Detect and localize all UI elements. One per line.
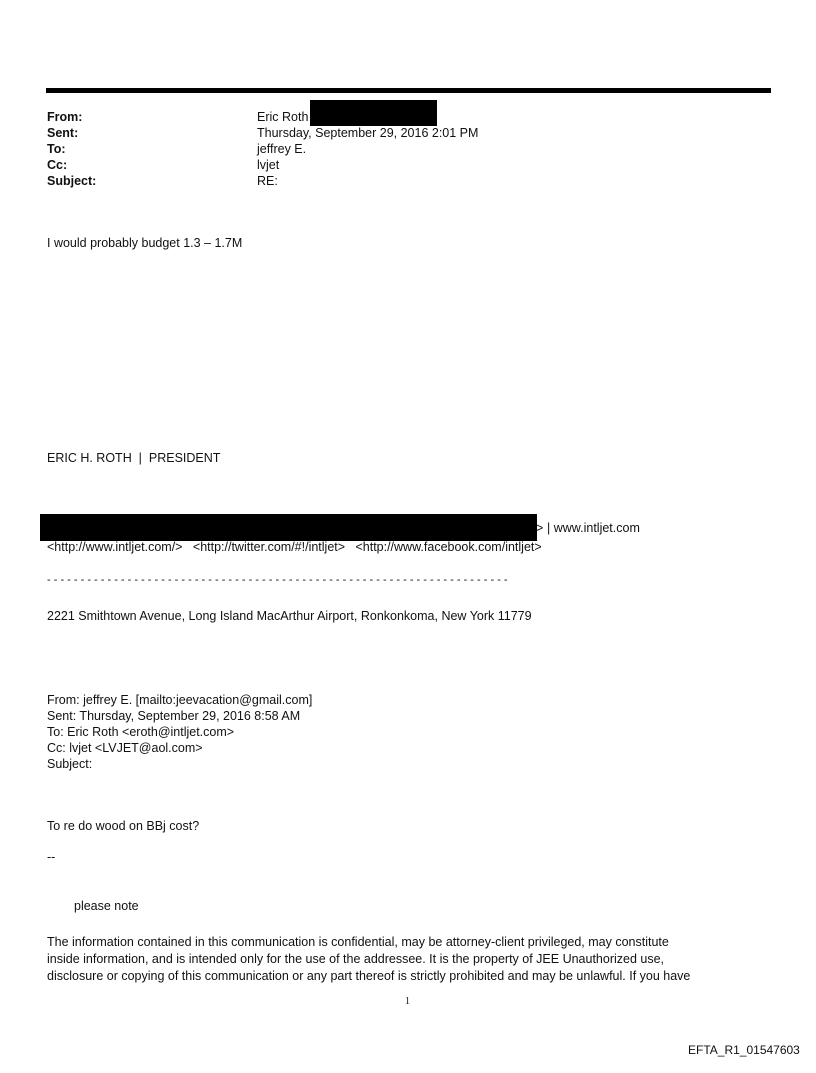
disclaimer-line: The information contained in this communication is confidential, may be attorney-client privileged, may constitute — [47, 935, 669, 949]
bates-number: EFTA_R1_01547603 — [688, 1043, 800, 1057]
address: 2221 Smithtown Avenue, Long Island MacArthur Airport, Ronkonkoma, New York 11779 — [47, 609, 532, 623]
cc-label: Cc: — [47, 158, 68, 172]
quoted-sent: Sent: Thursday, September 29, 2016 8:58 AM — [47, 709, 301, 723]
sent-label: Sent: — [47, 126, 79, 140]
divider-line: - - - - - - - - - - - - - - - - - - - - - - - - - - - - - - - - - - - - - - - - - - - - - - - - - - - - - - - - - - - - - - - - - - - - - — [47, 574, 508, 586]
subject-value: RE: — [257, 174, 278, 188]
header-rule — [46, 88, 771, 93]
redaction-box — [310, 100, 437, 126]
quoted-message: To re do wood on BBj cost? — [47, 819, 200, 833]
social-links[interactable]: <http://www.intljet.com/> <http://twitter.com/#!/intljet> <http://www.facebook.com/intljet> — [47, 540, 542, 554]
to-value: jeffrey E. — [257, 142, 307, 156]
cc-value: lvjet — [257, 158, 280, 172]
reply-text: I would probably budget 1.3 – 1.7M — [47, 236, 243, 250]
sent-value: Thursday, September 29, 2016 2:01 PM — [257, 126, 479, 140]
website-link[interactable]: | www.intljet.com — [547, 521, 640, 535]
quoted-subject: Subject: — [47, 757, 93, 771]
signature-name-title: ERIC H. ROTH | PRESIDENT — [47, 451, 221, 465]
disclaimer-line: disclosure or copying of this communication or any part thereof is strictly prohibited and may be unlawful. If you have — [47, 969, 691, 983]
quoted-cc: Cc: lvjet <LVJET@aol.com> — [47, 741, 203, 755]
quoted-to: To: Eric Roth <eroth@intljet.com> — [47, 725, 235, 739]
quoted-from: From: jeffrey E. [mailto:jeevacation@gmail.com] — [47, 693, 313, 707]
page-number: 1 — [405, 996, 410, 1007]
to-label: To: — [47, 142, 66, 156]
from-value: Eric Roth — [257, 110, 309, 124]
redaction-box — [40, 514, 537, 541]
signature-redacted-tail: > — [536, 521, 544, 535]
from-label: From: — [47, 110, 83, 124]
signature-separator: -- — [47, 850, 56, 864]
please-note: please note — [74, 899, 139, 913]
subject-label: Subject: — [47, 174, 97, 188]
disclaimer-line: inside information, and is intended only for the use of the addressee. It is the property of JEE Unauthorized use, — [47, 952, 665, 966]
